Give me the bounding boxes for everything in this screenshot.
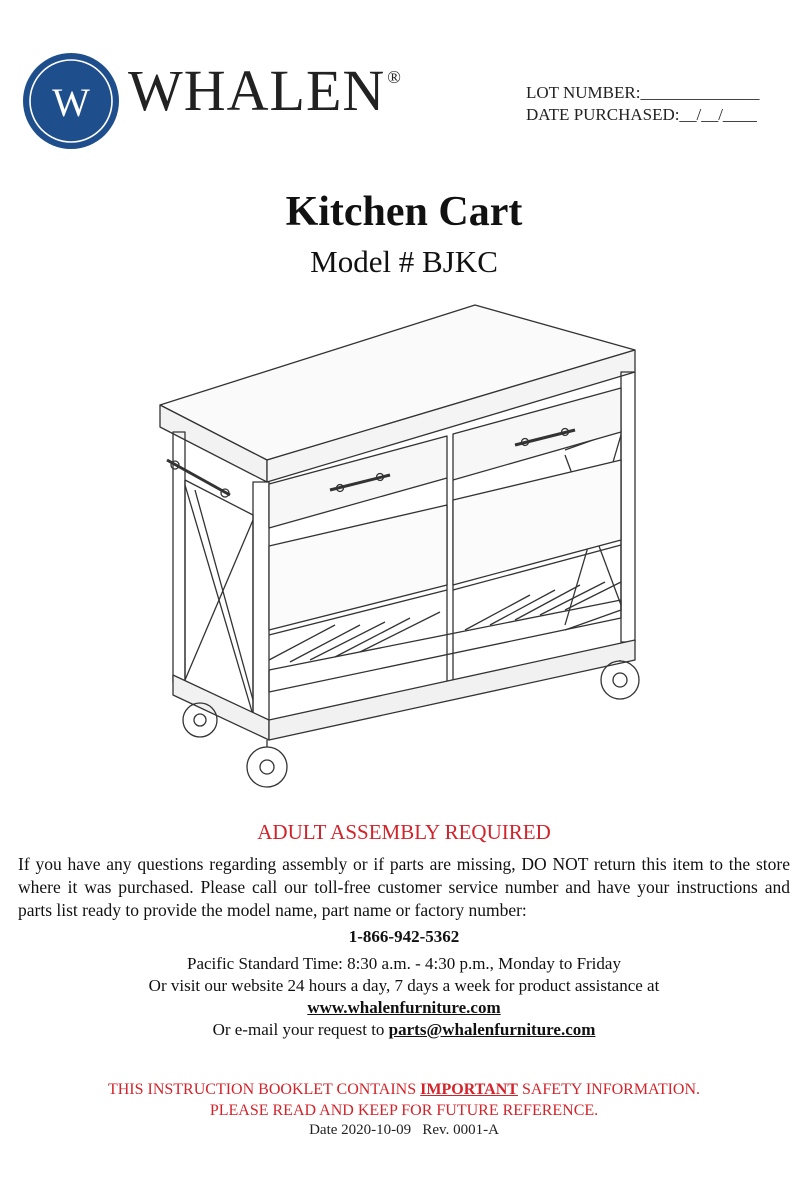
model-number: Model # BJKC: [310, 244, 498, 279]
registered-mark: ®: [387, 67, 402, 87]
lot-info: [526, 82, 759, 126]
website-line: Or visit our website 24 hours a day, 7 days a week for product assistance at: [148, 976, 660, 995]
warning-line-2: PLEASE READ AND KEEP FOR FUTURE REFERENCE.: [209, 1102, 599, 1119]
footer-rev: Rev. 0001-A: [422, 1122, 499, 1138]
website-link[interactable]: www.whalenfurniture.com: [307, 998, 501, 1017]
email-line: [0, 1019, 808, 1041]
warning-text-after: SAFETY INFORMATION.: [521, 1081, 701, 1098]
email-prefix: Or e-mail your request to: [212, 1020, 385, 1039]
kitchen-cart-illustration: [155, 300, 655, 790]
instructions-paragraph: If you have any questions regarding assembly or if parts are missing, DO NOT return this item to the store where it was purchased. Please call our toll-free customer service number and have your instructions and parts list ready to provide the model name, part name or factory number:: [18, 854, 790, 920]
lot-number-field: LOT NUMBER:______________: [526, 83, 760, 102]
email-link[interactable]: parts@whalenfurniture.com: [388, 1020, 596, 1039]
footer-date: Date 2020-10-09: [309, 1122, 412, 1138]
page-title: Kitchen Cart: [285, 189, 523, 235]
warning-line-1: [0, 1079, 808, 1100]
hours-line: Pacific Standard Time: 8:30 a.m. - 4:30 p.m., Monday to Friday: [187, 954, 621, 973]
adult-assembly-required: ADULT ASSEMBLY REQUIRED: [257, 820, 551, 844]
contact-info: [0, 953, 808, 1041]
logo-letter: W: [52, 80, 90, 125]
phone-number[interactable]: 1-866-942-5362: [348, 927, 460, 946]
warning-text-before: THIS INSTRUCTION BOOKLET CONTAINS: [107, 1081, 417, 1098]
brand-text: WHALEN: [128, 58, 386, 123]
date-purchased-field: DATE PURCHASED:__/__/____: [526, 105, 757, 124]
brand-name: [128, 58, 402, 123]
safety-warning: [0, 1079, 808, 1121]
footer-date-rev: [0, 1122, 808, 1139]
whalen-logo-icon: [22, 52, 120, 150]
important-word: IMPORTANT: [420, 1081, 518, 1098]
